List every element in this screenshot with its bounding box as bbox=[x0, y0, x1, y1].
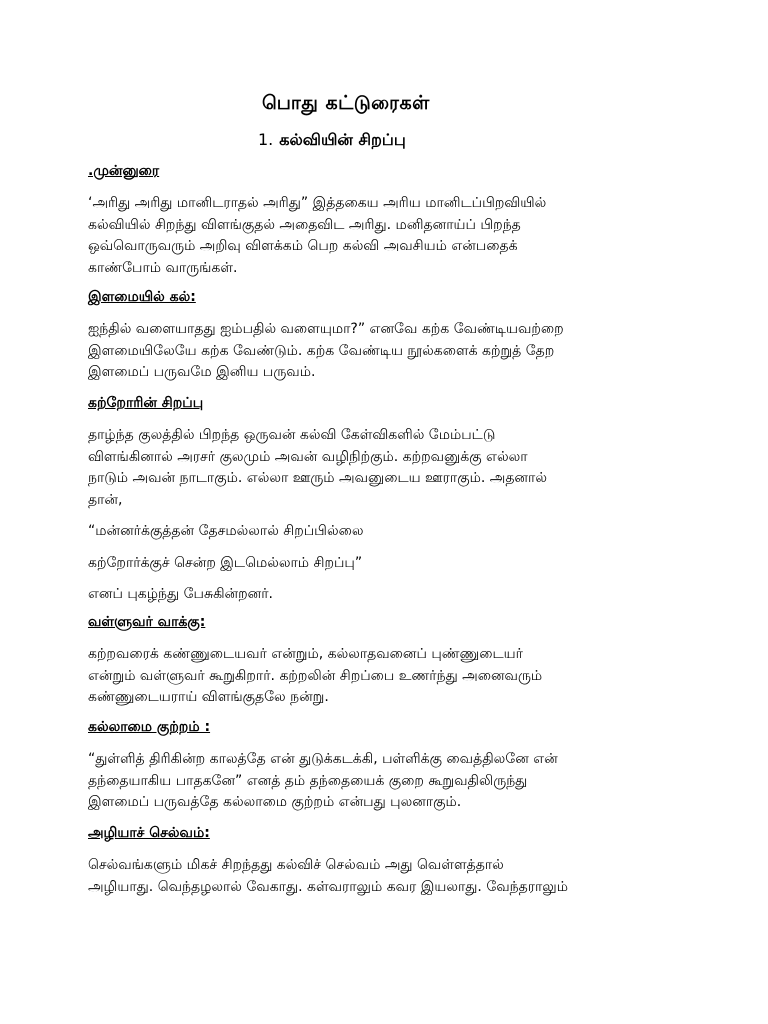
paragraph-line: செல்வங்களும் மிகச் சிறந்தது கல்விச் செல்வம் அது வெள்ளத்தால் bbox=[88, 857, 504, 873]
paragraph-line: காண்போம் வாருங்கள். bbox=[88, 259, 238, 276]
paragraph-line: கல்வியில் சிறந்து விளங்குதல் அதைவிட அரிது. மனிதனாய்ப் பிறந்த bbox=[88, 216, 521, 233]
paragraph-line: ஒவ்வொருவரும் அறிவு விளக்கம் பெற கல்வி அவசியம் என்பதைக் bbox=[88, 238, 518, 254]
quote-line: கற்றோர்க்குச் சென்ற இடமெல்லாம் சிறப்பு” bbox=[88, 554, 363, 571]
paragraph-line: ஐந்தில் வளையாதது ஐம்பதில் வளையுமா?” எனவே கற்க வேண்டியவற்றை bbox=[88, 321, 564, 337]
paragraph-line: தாழ்ந்த குலத்தில் பிறந்த ஒருவன் கல்வி கேள்விகளில் மேம்பட்டு bbox=[88, 427, 496, 443]
section-introduction bbox=[88, 161, 688, 279]
essay-title-text: கல்வியின் சிறப்பு bbox=[279, 130, 406, 149]
quote-line: எனப் புகழ்ந்து பேசுகின்றனர். bbox=[88, 586, 273, 602]
section-paragraph bbox=[88, 193, 688, 279]
paragraph-line: ‘அரிது அரிது மானிடராதல் அரிது” இத்தகைய அரிய மானிடப்பிறவியில் bbox=[88, 195, 547, 211]
section-heading: அழியாச் செல்வம்: bbox=[88, 825, 210, 841]
section-heading: .முன்னுரை bbox=[88, 163, 160, 179]
section-learned-greatness bbox=[88, 393, 688, 606]
paragraph-line: கற்றவரைக் கண்ணுடையவர் என்றும், கல்லாதவனைப் புண்ணுடையர் bbox=[88, 646, 523, 662]
quote-line: “மன்னர்க்குத்தன் தேசமல்லால் சிறப்பில்லை bbox=[88, 523, 364, 539]
section-heading: கல்லாமை குற்றம் : bbox=[88, 719, 211, 735]
paragraph-line: இளமைப் பருவத்தே கல்லாமை குற்றம் என்பது புலனாகும். bbox=[88, 794, 462, 810]
essay-title bbox=[258, 130, 406, 151]
section-heading: கற்றோரின் சிறப்பு bbox=[88, 395, 204, 411]
essay-number: 1. bbox=[258, 130, 274, 149]
section-ignorance-fault bbox=[88, 717, 688, 814]
paragraph-line: என்றும் வள்ளுவர் கூறுகிறார். கற்றலின் சிறப்பை உணர்ந்து அனைவரும் bbox=[88, 667, 543, 684]
paragraph-line: இளமையிலேயே கற்க வேண்டும். கற்க வேண்டிய நூல்களைக் கற்றுத் தேற bbox=[88, 342, 555, 359]
section-learn-young bbox=[88, 287, 688, 384]
paragraph-line: “துள்ளித் திரிகின்ற காலத்தே என் துடுக்கடக்கி, பள்ளிக்கு வைத்திலனே என் bbox=[88, 751, 558, 767]
paragraph-line: தந்தையாகிய பாதகனே” எனத் தம் தந்தையைக் குறை கூறுவதிலிருந்து bbox=[88, 772, 528, 789]
paragraph-line: நாடும் அவன் நாடாகும். எல்லா ஊரும் அவனுடைய ஊராகும். அதனால் bbox=[88, 470, 547, 486]
section-paragraph bbox=[88, 855, 688, 898]
paragraph-line: அழியாது. வெந்தழலால் வேகாது. கள்வராலும் கவர இயலாது. வேந்தராலும் bbox=[88, 878, 568, 895]
section-imperishable-wealth bbox=[88, 823, 688, 898]
section-valluvar bbox=[88, 612, 688, 709]
paragraph-line: இளமைப் பருவமே இனிய பருவம். bbox=[88, 364, 316, 380]
section-paragraph bbox=[88, 425, 688, 511]
section-paragraph bbox=[88, 749, 688, 814]
paragraph-line: விளங்கினால் அரசர் குலமும் அவன் வழிநிற்கும். கற்றவனுக்கு எல்லா bbox=[88, 448, 528, 465]
paragraph-line: கண்ணுடையராய் விளங்குதலே நன்று. bbox=[88, 689, 329, 705]
section-heading: வள்ளுவர் வாக்கு: bbox=[88, 614, 206, 630]
section-paragraph bbox=[88, 319, 688, 384]
paragraph-line: தான், bbox=[88, 491, 123, 508]
section-paragraph bbox=[88, 644, 688, 709]
section-heading: இளமையில் கல்: bbox=[88, 289, 196, 305]
document-title: பொது கட்டுரைகள் bbox=[262, 92, 430, 114]
